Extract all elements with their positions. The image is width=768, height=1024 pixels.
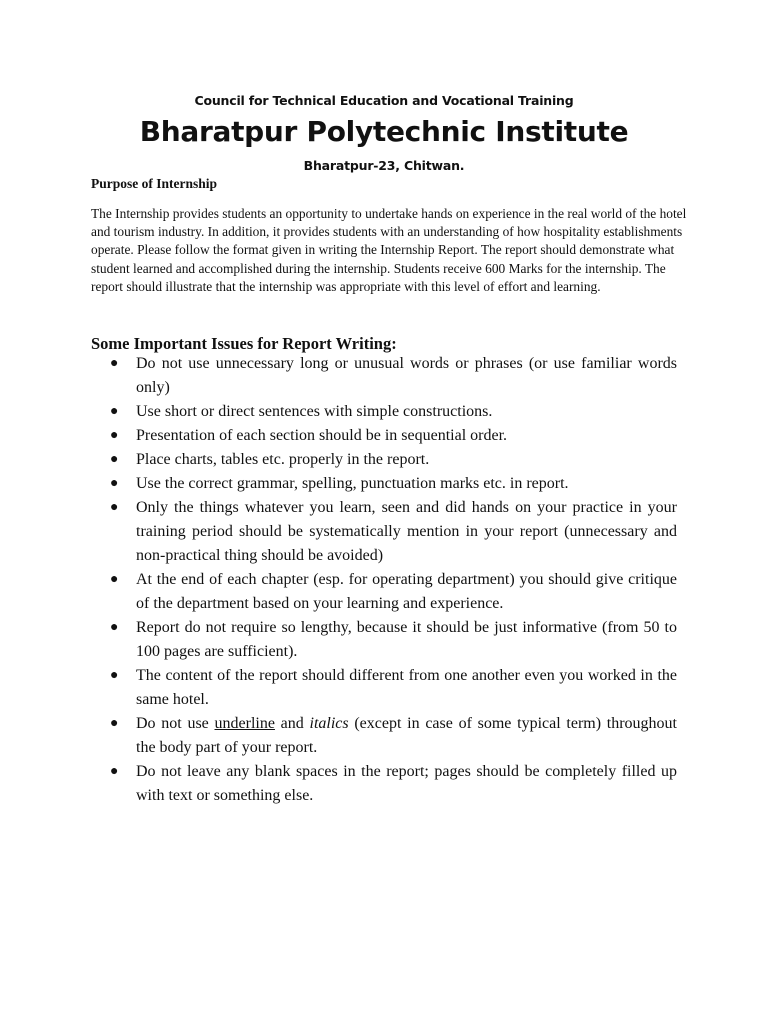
list-item-text: At the end of each chapter (esp. for operating department) you should give critique of the department based on your learning and experience. <box>136 571 677 612</box>
list-item-text: Only the things whatever you learn, seen and did hands on your practice in your training period should be systematically mention in your report (unnecessary and non-practical thing should be avoided) <box>136 499 677 564</box>
list-item <box>110 352 677 400</box>
bullet-icon: ● <box>110 476 119 491</box>
purpose-paragraph: The Internship provides students an opportunity to undertake hands on experience in the real world of the hotel and tourism industry. In addition, it provides students with an understanding of how hospitality establishments operate. Please follow the format given in writing the Internship Report. The report should demonstrate what student learned and accomplished during the internship. Students receive 600 Marks for the internship. The report should illustrate that the internship was appropriate with this level of effort and learning. <box>91 206 687 294</box>
list-item <box>110 496 677 568</box>
bullet-icon: ● <box>110 356 119 371</box>
bullet-icon: ● <box>110 452 119 467</box>
bullet-icon: ● <box>110 764 119 779</box>
bullet-icon: ● <box>110 620 119 635</box>
bullet-icon: ● <box>110 404 119 419</box>
bullet-icon: ● <box>110 668 119 683</box>
issues-list <box>110 352 677 808</box>
list-item <box>110 400 677 424</box>
list-item-text <box>136 715 677 756</box>
list-item <box>110 760 677 808</box>
list-item <box>110 448 677 472</box>
council-name: Council for Technical Education and Vocational Training <box>194 93 574 108</box>
bullet-icon: ● <box>110 572 119 587</box>
institute-title: Bharatpur Polytechnic Institute <box>139 115 629 148</box>
list-item-text: Report do not require so lengthy, because it should be just informative (from 50 to 100 pages are sufficient). <box>136 619 677 660</box>
list-item-text: The content of the report should different from one another even you worked in the same hotel. <box>136 667 677 708</box>
institute-address: Bharatpur-23, Chitwan. <box>303 158 465 173</box>
list-item <box>110 472 677 496</box>
list-item <box>110 424 677 448</box>
list-item-text: Use the correct grammar, spelling, punctuation marks etc. in report. <box>136 475 569 492</box>
text-fragment: (except in case of some typical term) throughout the body part of your report. <box>136 715 677 756</box>
bullet-icon: ● <box>110 716 119 731</box>
list-item-text: Place charts, tables etc. properly in the report. <box>136 451 430 468</box>
bullet-icon: ● <box>110 428 119 443</box>
list-item <box>110 616 677 664</box>
list-item <box>110 712 677 760</box>
underlined-word: underline <box>214 715 275 732</box>
text-fragment: and <box>274 715 310 732</box>
list-item-text: Presentation of each section should be in sequential order. <box>136 427 508 444</box>
list-item <box>110 568 677 616</box>
italic-word: italics <box>309 715 349 732</box>
list-item-text: Use short or direct sentences with simple constructions. <box>136 403 493 420</box>
text-fragment: Do not use <box>136 715 215 732</box>
issues-heading: Some Important Issues for Report Writing: <box>91 334 397 353</box>
purpose-heading: Purpose of Internship <box>91 176 218 191</box>
list-item <box>110 664 677 712</box>
list-item-text: Do not use unnecessary long or unusual words or phrases (or use familiar words only) <box>136 355 677 396</box>
bullet-icon: ● <box>110 500 119 515</box>
list-item-text: Do not leave any blank spaces in the report; pages should be completely filled up with text or something else. <box>136 763 677 804</box>
